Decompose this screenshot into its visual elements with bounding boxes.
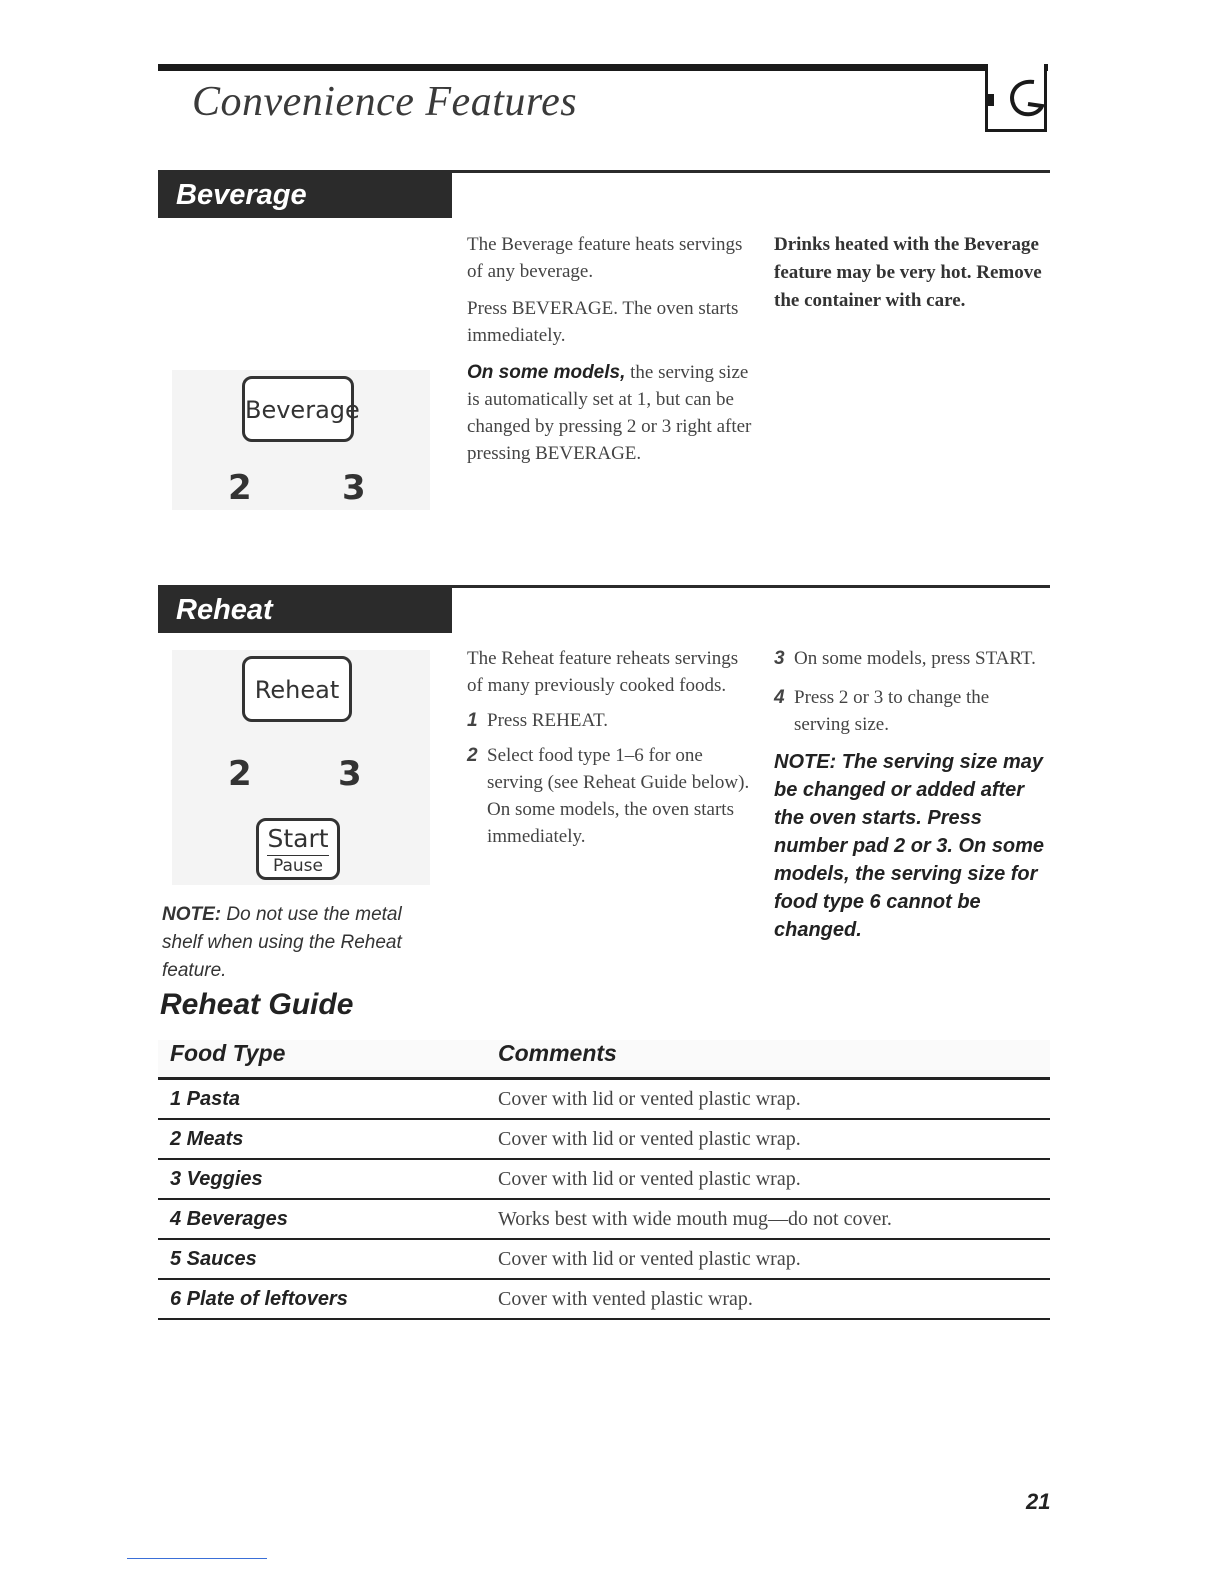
- table-header-row: [158, 1040, 1050, 1079]
- beverage-section-header: [158, 170, 452, 218]
- reheat-intro: The Reheat feature reheats servings of many previously cooked foods.: [467, 648, 739, 696]
- header-rule: [158, 64, 1048, 71]
- start-pause-button: [256, 818, 340, 880]
- reheat-guide-title: Reheat Guide: [160, 988, 354, 1021]
- page-title: Convenience Features: [192, 79, 578, 125]
- comment-cell: Cover with lid or vented plastic wrap.: [498, 1079, 1050, 1120]
- step-number: 1: [467, 710, 478, 731]
- number-pad-2: 2: [228, 468, 252, 508]
- step-number: 2: [467, 745, 478, 766]
- reheat-button: [242, 656, 352, 722]
- comment-cell: Cover with lid or vented plastic wrap.: [498, 1159, 1050, 1199]
- beverage-keypad-illustration: [172, 370, 430, 510]
- beverage-description: [467, 231, 752, 467]
- note-text: Do not use the metal shelf when using the Reheat feature.: [162, 904, 402, 981]
- table-row: [158, 1199, 1050, 1239]
- step-number: 4: [774, 687, 785, 708]
- reheat-guide-table: [158, 1040, 1050, 1320]
- number-pad-3: 3: [338, 754, 362, 794]
- reheat-button-label: Reheat: [254, 676, 340, 704]
- comment-cell: Cover with lid or vented plastic wrap.: [498, 1119, 1050, 1159]
- comment-cell: Works best with wide mouth mug—do not cover.: [498, 1199, 1050, 1239]
- comment-cell: Cover with lid or vented plastic wrap.: [498, 1239, 1050, 1279]
- start-label: Start: [267, 824, 329, 853]
- pause-label: Pause: [267, 855, 329, 876]
- food-type-cell: 3 Veggies: [158, 1159, 498, 1199]
- beverage-para-1: The Beverage feature heats servings of any beverage.: [467, 234, 743, 282]
- beverage-button: [242, 376, 360, 442]
- beverage-button-label: Beverage: [245, 396, 360, 424]
- reheat-keypad-illustration: [172, 650, 430, 885]
- food-type-cell: 1 Pasta: [158, 1079, 498, 1120]
- food-type-cell: 2 Meats: [158, 1119, 498, 1159]
- table-row: [158, 1119, 1050, 1159]
- reheat-metal-shelf-note: [162, 901, 442, 985]
- reheat-description-continued: [774, 645, 1046, 944]
- reheat-description: [467, 645, 757, 850]
- page-number: 21: [1026, 1489, 1051, 1514]
- beverage-warning: Drinks heated with the Beverage feature may be very hot. Remove the container with care.: [774, 234, 1042, 311]
- reheat-step-3: [774, 645, 1046, 672]
- reheat-section-rule: [452, 585, 1050, 588]
- reheat-step-1: [467, 707, 757, 734]
- ge-logo-icon: [985, 64, 1047, 132]
- beverage-para-3-rest: the serving size is automatically set at 1, but can be changed by pressing 2 or 3 right after pressing BEVERAGE.: [467, 362, 752, 464]
- step-number: 3: [774, 648, 785, 669]
- step-text: On some models, press START.: [794, 648, 1036, 669]
- food-type-cell: 5 Sauces: [158, 1239, 498, 1279]
- beverage-para-2: Press BEVERAGE. The oven starts immediately.: [467, 298, 739, 346]
- beverage-para-3-lead: On some models,: [467, 362, 626, 383]
- reheat-section-header: [158, 585, 452, 633]
- step-text: Select food type 1–6 for one serving (see Reheat Guide below). On some models, the oven starts immediately.: [487, 745, 750, 847]
- reheat-step-4: [774, 684, 1046, 738]
- reheat-section-label: Reheat: [176, 594, 273, 626]
- table-row: [158, 1239, 1050, 1279]
- food-type-cell: 4 Beverages: [158, 1199, 498, 1239]
- beverage-section-label: Beverage: [176, 179, 307, 211]
- table-row: [158, 1079, 1050, 1120]
- serving-size-note: NOTE: The serving size may be changed or added after the oven starts. Press number pad 2 or 3. On some models, the serving size for food type 6 cannot be changed.: [774, 751, 1045, 941]
- col-food-type: Food Type: [158, 1040, 498, 1079]
- reheat-step-2: [467, 742, 757, 850]
- step-text: Press REHEAT.: [487, 710, 609, 731]
- table-row: [158, 1159, 1050, 1199]
- step-text: Press 2 or 3 to change the serving size.: [794, 687, 990, 735]
- footer-link-rule: [127, 1558, 267, 1559]
- food-type-cell: 6 Plate of leftovers: [158, 1279, 498, 1319]
- table-row: [158, 1279, 1050, 1319]
- note-lead: NOTE:: [162, 904, 222, 925]
- beverage-para-3: [467, 359, 752, 467]
- comment-cell: Cover with vented plastic wrap.: [498, 1279, 1050, 1319]
- number-pad-2: 2: [228, 754, 252, 794]
- beverage-section-rule: [452, 170, 1050, 173]
- col-comments: Comments: [498, 1040, 1050, 1079]
- number-pad-3: 3: [342, 468, 366, 508]
